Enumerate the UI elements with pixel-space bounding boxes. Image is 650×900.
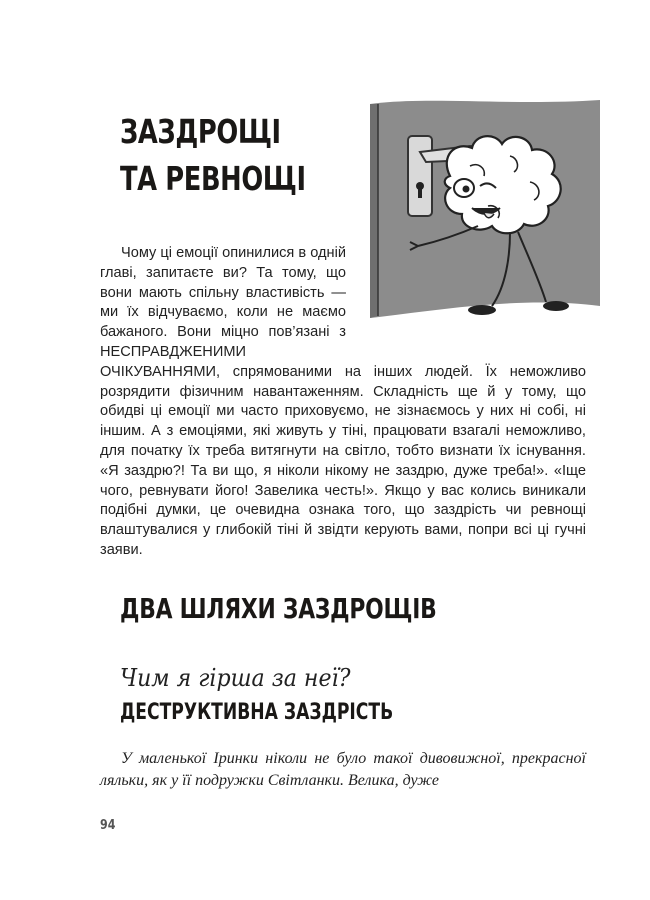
intro-paragraph-block xyxy=(100,244,586,561)
subsection-heading: ДЕСТРУКТИВНА ЗАЗДРІСТЬ xyxy=(120,700,394,725)
script-subtitle: Чим я гірша за неї? xyxy=(120,664,351,692)
intro-paragraph: Чому ці емоції опинилися в одній главі, запитаєте ви? Та тому, що вони мають спільну властивість — ми їх відчуваємо, коли не маємо бажаного. Вони міцно пов’язані з НЕСПРАВДЖЕНИМИ ОЧІКУВАННЯМИ, спрямованими на інших людей. Їх неможливо розрядити фізичним навантаженням. Складність ще й у тому, що обидві ці емоції ми часто приховуємо, не зізнаємось у них ні собі, ні іншим. А з емоціями, які живуть у тіні, працювати взагалі неможливо, для початку їх треба витягнути на світло, тобто визнати їх існування. «Я заздрю?! Та ви що, я ніколи нікому не заздрю, дуже треба!». «Іще чого, ревнувати його! Завелика честь!». Якщо у вас колись виникали подібні думки, це очевидна ознака того, що заздрість чи ревнощі влаштувалися у глибокій тіні й звідти керують вами, попри всі ці гучні заяви. xyxy=(100,245,586,558)
story-paragraph: У маленької Іринки ніколи не було такої дивовижної, прекрасної ляльки, як у її подружки Світланки. Велика, дуже xyxy=(100,750,586,789)
section-heading: ДВА ШЛЯХИ ЗАЗДРОЩІВ xyxy=(120,592,437,625)
illustration-wrap-spacer xyxy=(346,244,586,344)
chapter-title-line-2: ТА РЕВНОЩІ xyxy=(120,159,306,198)
chapter-title xyxy=(120,108,306,202)
chapter-title-line-1: ЗАЗДРОЩІ xyxy=(120,112,281,151)
page-number: 94 xyxy=(100,818,116,833)
